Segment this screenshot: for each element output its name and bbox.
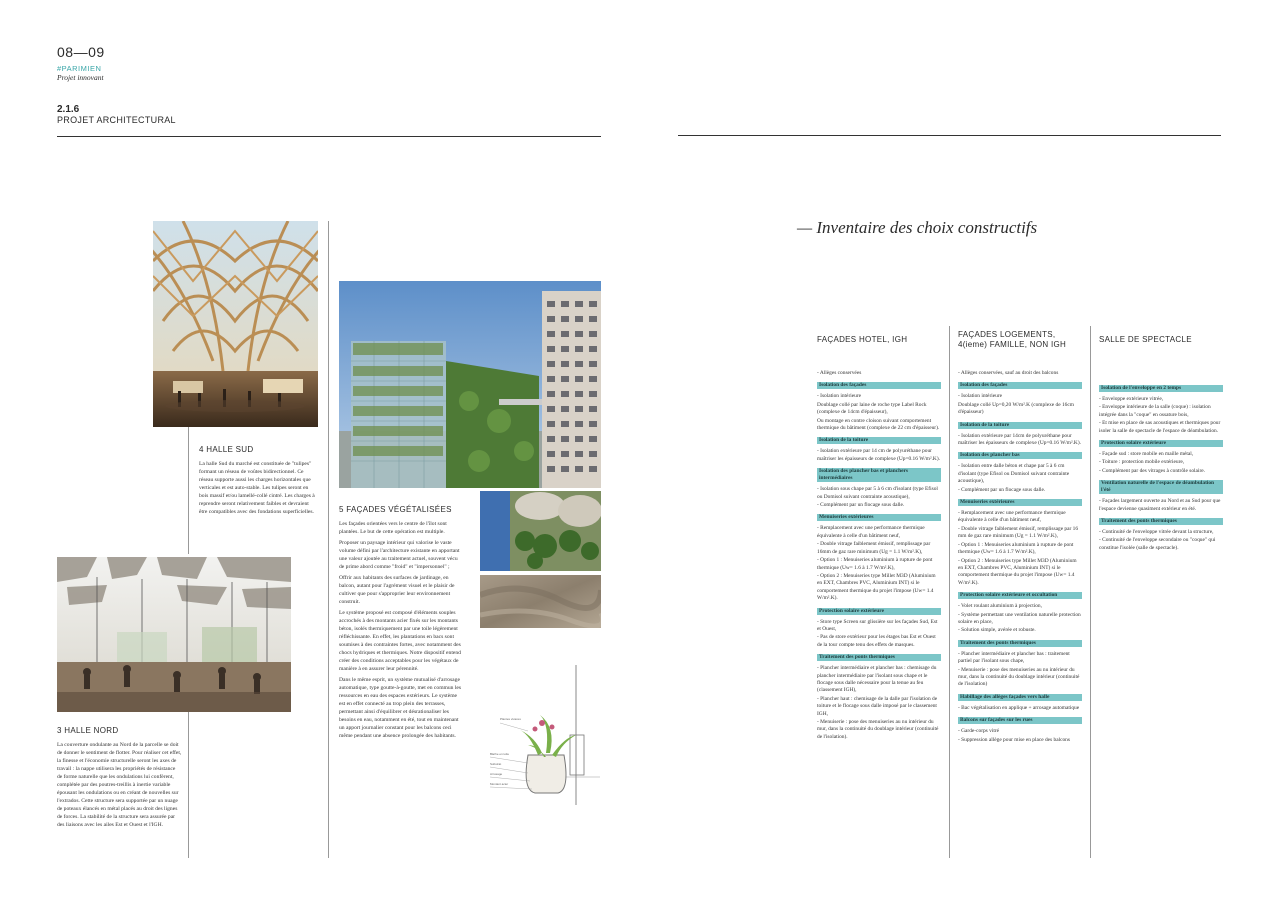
block-line: - Menuiserie : pose des menuiseries au nu intérieur du mur, dans la continuité du doublage intérieur (continuité de l'isolation) [958, 666, 1080, 688]
column-divider-1 [949, 326, 950, 858]
block-line: - Suppression allège pour mise en place des balcons [958, 736, 1070, 743]
column-body [817, 370, 941, 741]
column-intro: - Allèges conservées [817, 370, 862, 376]
block-line: Ou montage en contre cloison suivant comportement thermique du bâtiment (complexe de 22 cm d'épaisseur). [817, 417, 940, 432]
category-bar: Balcons sur façades sur les rues [958, 717, 1082, 724]
halle-nord-photo [57, 557, 291, 712]
category-bar: Habillage des allèges façades vers halle [958, 694, 1082, 701]
block-line: - Plancher intermédiaire et plancher bas : chemisage du plancher intermédiaire par l'isolant sous chape et le flocage sous dalle nécessaire pour la tenue au feu (classement IGH), [817, 665, 937, 694]
column-divider-2 [1090, 326, 1091, 858]
block-line: - Store type Screen sur glissière sur les façades Sud, Est et Ouest, [817, 618, 938, 632]
category-bar: Traitement des ponts thermiques [958, 640, 1082, 647]
block-line: - Remplacement avec une performance thermique équivalente à celle d'un bâtiment neuf, [958, 510, 1066, 524]
block-line: - Option 2 : Menuiseries type Millet M3D (Aluminium en EXT, Chambres PVC, Aluminium INT) si le comportement thermique du projet l'impose (Uw= 1.4 W/m².K). [817, 572, 936, 602]
block-line: - Option 2 : Menuiseries type Millet M3D (Aluminium en EXT, Chambres PVC, Aluminium INT) si le comportement thermique du projet l'impose (Uw= 1.4 W/m².K). [958, 557, 1077, 586]
divider-halle-nord [188, 712, 189, 858]
block-line: - Isolation intérieure [817, 393, 862, 400]
column-salle-spectacle [1099, 335, 1223, 553]
category-bar: Menuiseries extérieures [817, 514, 941, 521]
block-line: - Volet roulant aluminium à projection, [958, 603, 1042, 610]
project-tag: #PARIMIEN [57, 64, 102, 73]
fv-paragraph: Dans le même esprit, un système mutualisé d'arrosage automatique, type goutte-à-goutte, met en commun les ressources en eau des espaces extérieurs. Le système est en effet connecté au trop plein des terrasses, permettant ainsi d'équilibrer et désrationaliser les besoins en eau, notamment en été, tout en maintenant un apport journalier constant pour les balcons ceci même pendant une absence prolongée des habitants. [339, 677, 462, 739]
category-bar: Protection solaire extérieure et occultation [958, 592, 1082, 599]
block-line: - Continuité de l'enveloppe secondaire ou "coque" qui constitue l'isolée (salle de spectacle). [1099, 537, 1216, 551]
divider-center [328, 221, 329, 858]
section-title: PROJET ARCHITECTURAL [57, 115, 176, 125]
block-line: - Complément par des vitrages à contrôle solaire. [1099, 467, 1205, 474]
block-line: - Bac végétalisation en applique + arrosage automatique [958, 704, 1080, 711]
block-line: - Solution simple, avérée et robuste. [958, 627, 1036, 634]
halle-nord-title: 3 HALLE NORD [57, 726, 119, 735]
block-line: - Complément par un flocage sous dalle. [958, 486, 1046, 493]
block-line: - Isolation intérieure [958, 393, 1003, 400]
fv-paragraph: Les façades orientées vers le centre de l'îlot sont plantées. Le but de cette opération est multiple. [339, 521, 447, 535]
project-tag-subtitle: Projet innovant [57, 73, 104, 82]
block-line: - Menuiserie : pose des menuiseries au nu intérieur du mur, dans la continuité du doublage intérieur (continuité de l'isolation). [817, 719, 939, 740]
category-bar: Isolation de la toiture [817, 437, 941, 444]
fabric-texture-photo [480, 575, 601, 628]
category-bar: Isolation des plancher bas et planchers intermédiaires [817, 468, 941, 482]
diagram-label-substrat: Substrat [490, 762, 502, 766]
column-intro: - Allèges conservées, sauf au droit des balcons [958, 370, 1059, 376]
category-bar: Traitement des ponts thermiques [817, 654, 941, 661]
fv-paragraph: Offrir aux habitants des surfaces de jardinage, en balcon, autant pour l'agrément visuel et le plaisir de cultiver que pour s'approprier leur environnement construit. [339, 575, 455, 605]
halle-sud-photo [153, 221, 318, 427]
planter-bags-photo [480, 491, 601, 571]
category-bar: Menuiseries extérieures [958, 499, 1082, 506]
block-line: - Option 1 : Menuiseries aluminium à rupture de pont thermique (Uw= 1.6 à 1.7 W/m².K), [958, 541, 1074, 556]
column-logements [958, 330, 1082, 745]
column-heading: FAÇADES LOGEMENTS, 4(ieme) FAMILLE, NON IGH [958, 330, 1067, 349]
inventory-title: — Inventaire des choix constructifs [797, 218, 1038, 237]
facades-vegetalisees-text [339, 520, 463, 743]
block-line: - Enveloppe extérieure vitrée, [1099, 396, 1164, 402]
column-heading: SALLE DE SPECTACLE [1099, 335, 1192, 344]
block-line: - Pas de store extérieur pour les étages bas Est et Ouest de la tour compte tenu des effets de masques. [817, 634, 936, 648]
page-numbers: 08—09 [57, 44, 105, 60]
column-body [1099, 385, 1223, 552]
block-line: - Double vitrage faiblement émissif, remplissage par 16 mm de gaz rare minimum (Ug = 1.1 W/m².K), [958, 525, 1079, 540]
block-line: - Complément par un flocage sous dalle. [817, 502, 905, 509]
block-line: - Plancher haut : chemisage de la dalle par l'isolation de toiture et le flocage sous dalle imposé par le classement IGH, [817, 695, 938, 717]
diagram-label-arrosage: Arrosage [490, 772, 503, 776]
block-line: - Isolation sous chape par 5 à 6 cm d'isolant (type Efisol ou Domisol suivant contrainte acoustique), [817, 486, 938, 500]
header-rule-left [57, 136, 601, 137]
diagram-label-plantes: Plantes vivaces [500, 717, 521, 721]
category-bar: Isolation de la toiture [958, 422, 1082, 429]
column-body [958, 370, 1082, 744]
block-line: - Système permettant une ventilation naturelle protection solaire en place, [958, 611, 1081, 625]
block-line: - Option 1 : Menuiseries aluminium à rupture de pont thermique (Uw= 1.6 à 1.7 W/m².K), [817, 557, 933, 571]
block-line: - Façades largement ouverte au Nord et au Sud pour que l'espace devienne quasiment extérieur en été. [1099, 498, 1221, 512]
block-line: - Garde-corps vitré [958, 728, 1000, 735]
block-line: - Enveloppe intérieure de la salle (coque) : isolation intégrée dans la "coque" en ossature bois, [1099, 404, 1211, 418]
block-line: - Plancher intermédiaire et plancher bas : traitement partiel par l'isolant sous chape, [958, 650, 1070, 665]
block-line: - Continuité de l'enveloppe vitrée devant la structure, [1099, 529, 1214, 536]
block-line: Doublage collé Up=0,20 W/m².K (complexe de 16cm d'épaisseur) [958, 401, 1074, 416]
fv-paragraph: Proposer un paysage intérieur qui valorise le vaste volume défini par l'architecture existante en apportant une valeur ajoutée au traitement actuel, souvent vécu de prime abord comme "froid" et "impersonnel" ; [339, 540, 460, 570]
block-line: - Double vitrage faiblement émissif, remplissage par 16mm de gaz rare minimum (Ug = 1.1 W/m².K), [817, 541, 931, 555]
column-heading: FAÇADES HOTEL, IGH [817, 335, 908, 344]
category-bar: Isolation des façades [817, 382, 941, 389]
category-bar: Isolation des façades [958, 382, 1082, 389]
halle-nord-text: La couverture ondulante au Nord de la parcelle se doit de donner le sentiment de flotter. Pour réaliser cet effet, la finesse et l'économie structurelle seront les axes de travail : la nappe utilisera les propriétés de résistance de forme naturelle que les ondulations lui confèrent, complétée par des poutres-treillis à inertie variable épousant les ondulations ou en créant de nouvelles sur l'extrados. Cette structure sera supportée par un nuage de poteaux élancés en métal placés au droit des lignes de forces. La stabilité de la structure sera assurée par des liaisons avec les ailes Est et Ouest et l'IGH. [57, 742, 182, 828]
category-bar: Isolation de l'enveloppe en 2 temps [1099, 385, 1223, 392]
section-number: 2.1.6 [57, 104, 80, 115]
block-line: - Isolation extérieure par 14 cm de polyuréthane pour maîtriser les épaisseurs de complexe (Up=0.16 W/m².K). [817, 448, 940, 462]
column-hotel-igh [817, 335, 941, 742]
category-bar: Protection solaire extérieure [1099, 440, 1223, 447]
facades-vegetalisees-title: 5 FAÇADES VÉGÉTALISÉES [339, 505, 452, 514]
halle-sud-title: 4 HALLE SUD [199, 445, 254, 454]
block-line: - Façade sud : store mobile en maille métal, [1099, 451, 1194, 458]
block-line: - Isolation extérieure par 14cm de polyuréthane pour maîtriser les épaisseurs de complexe (Up=0.16 W/m².K). [958, 432, 1081, 447]
header-rule-right [678, 135, 1221, 136]
block-line: - Remplacement avec une performance thermique équivalente à celle d'un bâtiment neuf, [817, 525, 925, 539]
halle-sud-text: La halle Sud du marché est constituée de "tulipes" formant un réseau de voûtes bidirectionnel. Ce réseau supporte aussi les charges horizontales que verticales et est auto-stable. Les tulipes seront en bois massif et/ou lamellé-collé cintré. Les charges à reprendre seront relativement faibles et devraient être compatibles avec des fondations superficielles. [199, 461, 315, 515]
diagram-label-montant: Montant acier [490, 782, 509, 786]
planter-diagram [480, 665, 601, 805]
category-bar: Ventilation naturelle de l'espace de déambulation l'été [1099, 480, 1223, 494]
category-bar: Isolation des plancher bas [958, 452, 1082, 459]
diagram-label-bache: Bâche en toile [490, 752, 510, 756]
divider-halle-sud [188, 427, 189, 554]
block-line: Doublage collé par laine de roche type Label Rock (complexe de 14cm d'épaisseur), [817, 401, 927, 416]
facades-vegetalisees-photo [339, 281, 601, 488]
category-bar: Protection solaire extérieure [817, 608, 941, 615]
category-bar: Traitement des ponts thermiques [1099, 518, 1223, 525]
block-line: - Toiture : protection mobile extérieure, [1099, 459, 1185, 466]
block-line: - Isolation entre dalle béton et chape par 5 à 6 cm d'isolant (type Efisol ou Domisol suivant contrainte acoustique), [958, 463, 1070, 485]
block-line: - Et mise en place de sas acoustiques et thermiques pour isoler la salle de spectacle de l'espace de déambulation. [1099, 420, 1221, 434]
fv-paragraph: Le système proposé est composé d'éléments souples accrochés à des montants acier fixés sur les montants béton, isolés thermiquement par une toile légèrement réfléchissante. En effet, les plantations en bacs sont soumises à des contraintes fortes, avec notamment des chocs hydriques et thermiques. Notre dispositif entend créer des conditions acceptables pour les végétaux de manière à en assurer leur pérennité. [339, 610, 461, 672]
